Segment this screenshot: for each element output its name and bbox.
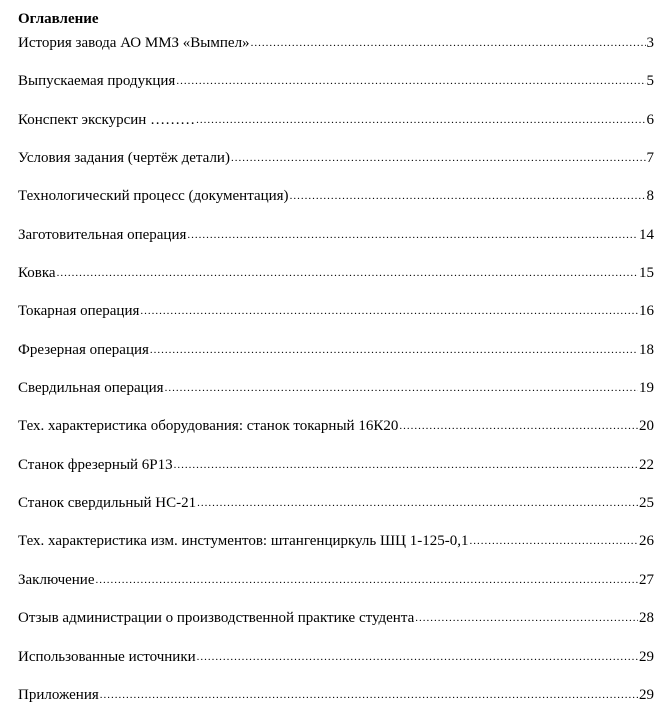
- toc-entry-title: Условия задания (чертёж детали): [18, 150, 230, 167]
- toc-dot-leader: [96, 570, 639, 589]
- toc-dot-leader: [57, 263, 638, 282]
- toc-dot-leader: [165, 378, 638, 397]
- toc-entry-title: Конспект экскурсин ………: [18, 111, 196, 128]
- toc-entry-title: Приложения: [18, 686, 99, 703]
- toc-entry-page-number: 29: [639, 648, 654, 665]
- toc-entry[interactable]: [18, 187, 654, 225]
- toc-entry-title: Тех. характеристика изм. инстументов: штангенциркуль ШЦ 1-125-0,1: [18, 533, 469, 550]
- toc-entry-page-number: 15: [639, 265, 654, 282]
- toc-entry-title: Заключение: [18, 571, 95, 588]
- toc-entry-page-number: 28: [639, 610, 654, 627]
- toc-dot-leader: [399, 416, 638, 435]
- toc-entry-title: Станок фрезерный 6Р13: [18, 456, 173, 473]
- toc-entry-title: Тех. характеристика оборудования: станок токарный 16К20: [18, 418, 399, 435]
- toc-entry-title: Отзыв администрации о производственной практике студента: [18, 610, 415, 627]
- toc-entry[interactable]: [18, 264, 654, 302]
- toc-entry[interactable]: [18, 379, 654, 417]
- toc-dot-leader: [196, 110, 645, 129]
- toc-dot-leader: [187, 225, 638, 244]
- toc-entry[interactable]: [18, 648, 654, 686]
- toc-entry-page-number: 19: [639, 380, 654, 397]
- toc-entry-page-number: 8: [646, 188, 654, 205]
- toc-entry-page-number: 7: [646, 150, 654, 167]
- toc-entry-page-number: 26: [639, 533, 654, 550]
- toc-entry[interactable]: [18, 456, 654, 494]
- document-page: [18, 10, 654, 724]
- toc-entry[interactable]: [18, 302, 654, 340]
- toc-entry[interactable]: [18, 494, 654, 532]
- toc-entry[interactable]: [18, 417, 654, 455]
- toc-dot-leader: [231, 148, 646, 167]
- toc-entry-title: Использованные источники: [18, 648, 196, 665]
- toc-entry-title: Заготовительная операция: [18, 226, 187, 243]
- toc-entry-page-number: 3: [646, 35, 654, 51]
- toc-entry-title: Технологический процесс (документация): [18, 188, 289, 205]
- toc-dot-leader: [150, 340, 638, 359]
- toc-entry[interactable]: [18, 149, 654, 187]
- toc-entry-title: История завода АО ММЗ «Вымпел»: [18, 35, 250, 51]
- toc-entry-page-number: 20: [639, 418, 654, 435]
- toc-dot-leader: [251, 33, 646, 52]
- toc-dot-leader: [469, 531, 638, 550]
- toc-dot-leader: [415, 608, 638, 627]
- toc-dot-leader: [174, 455, 638, 474]
- toc-dot-leader: [176, 71, 645, 90]
- toc-entry-page-number: 25: [639, 495, 654, 512]
- toc-entry[interactable]: [18, 72, 654, 110]
- toc-entry-title: Выпускаемая продукция: [18, 73, 176, 90]
- toc-entry[interactable]: [18, 34, 654, 72]
- toc-entry[interactable]: [18, 532, 654, 570]
- toc-entry-page-number: 16: [639, 303, 654, 320]
- toc-heading: Оглавление: [18, 11, 99, 27]
- toc-entry[interactable]: [18, 686, 654, 724]
- toc-entry[interactable]: [18, 571, 654, 609]
- toc-dot-leader: [197, 647, 638, 666]
- toc-dot-leader: [290, 186, 646, 205]
- toc-entry-page-number: 6: [646, 111, 654, 128]
- toc-list: [18, 34, 654, 724]
- toc-entry-title: Станок свердильный НС-21: [18, 495, 197, 512]
- toc-entry[interactable]: [18, 609, 654, 647]
- toc-entry-title: Ковка: [18, 265, 56, 282]
- toc-entry-page-number: 14: [639, 226, 654, 243]
- toc-entry[interactable]: [18, 226, 654, 264]
- toc-dot-leader: [140, 301, 638, 320]
- toc-entry-page-number: 18: [639, 341, 654, 358]
- toc-entry-page-number: 22: [639, 456, 654, 473]
- toc-entry-page-number: 29: [639, 686, 654, 703]
- toc-entry-title: Свердильная операция: [18, 380, 164, 397]
- toc-entry-title: Токарная операция: [18, 303, 140, 320]
- toc-entry[interactable]: [18, 111, 654, 149]
- toc-dot-leader: [197, 493, 638, 512]
- toc-entry-page-number: 5: [646, 73, 654, 90]
- toc-dot-leader: [100, 685, 638, 704]
- toc-entry-title: Фрезерная операция: [18, 341, 149, 358]
- toc-entry[interactable]: [18, 341, 654, 379]
- toc-entry-page-number: 27: [639, 571, 654, 588]
